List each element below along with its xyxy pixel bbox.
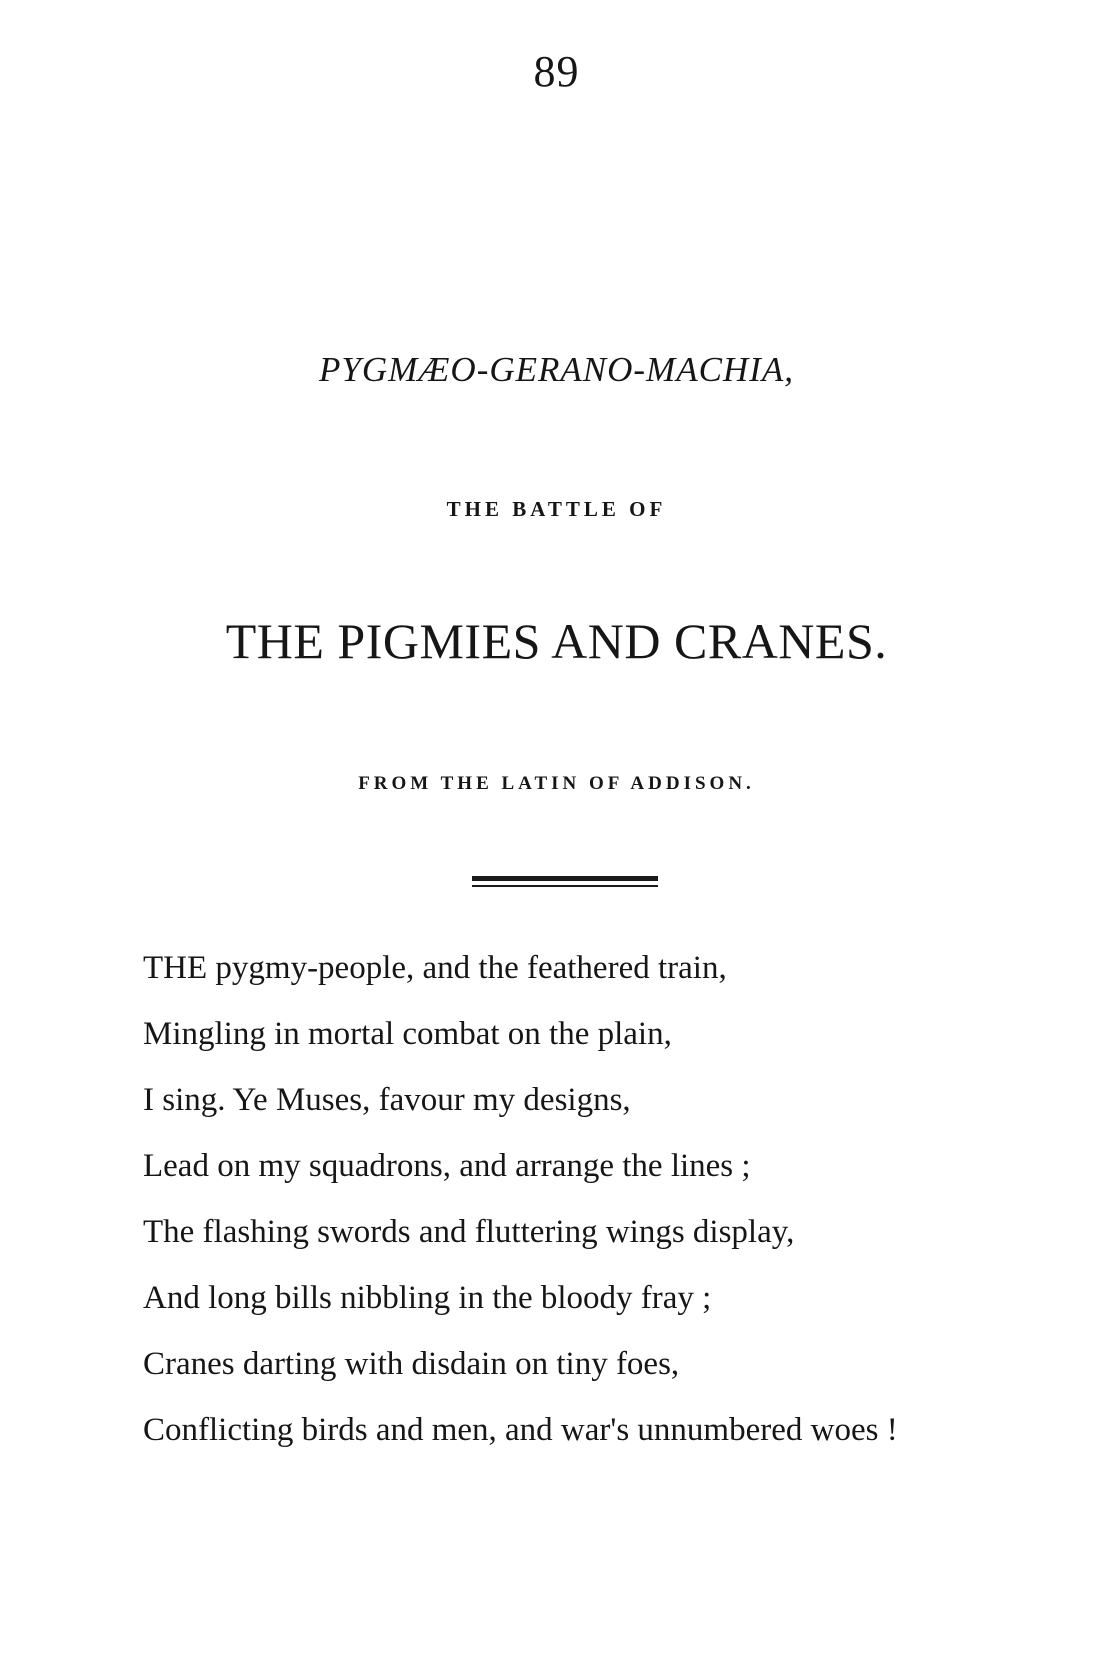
page-title: THE PIGMIES AND CRANES. [225, 613, 888, 669]
subtitle: THE BATTLE OF [446, 497, 667, 521]
rule-thin-line [472, 885, 658, 887]
attribution: FROM THE LATIN OF ADDISON. [358, 773, 755, 794]
latin-title: PYGMÆO-GERANO-MACHIA, [319, 350, 794, 389]
poem-line: THE pygmy-people, and the feathered train, [143, 950, 727, 986]
poem-line: I sing. Ye Muses, favour my designs, [143, 1082, 631, 1118]
poem-line: Lead on my squadrons, and arrange the lines ; [143, 1148, 751, 1184]
poem-line: The flashing swords and fluttering wings display, [143, 1214, 795, 1250]
poem-line: Conflicting birds and men, and war's unnumbered woes ! [143, 1412, 898, 1448]
page-number: 89 [533, 47, 580, 96]
double-rule-divider [472, 876, 658, 890]
poem [143, 935, 1043, 1463]
poem-line: And long bills nibbling in the bloody fray ; [143, 1280, 712, 1316]
poem-line: Mingling in mortal combat on the plain, [143, 1016, 672, 1052]
rule-thick-line [472, 876, 658, 881]
poem-line: Cranes darting with disdain on tiny foes, [143, 1346, 680, 1382]
